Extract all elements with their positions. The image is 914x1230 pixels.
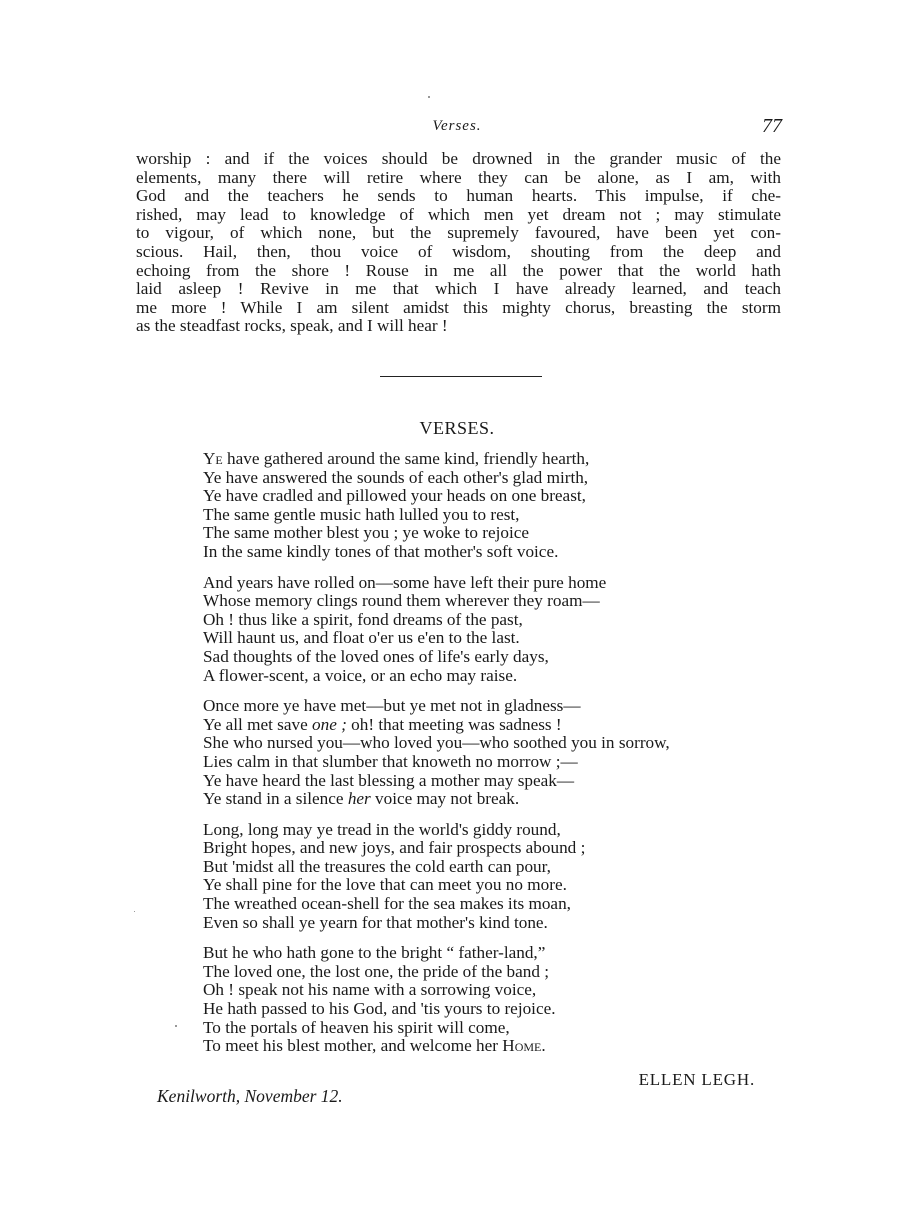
verse-line: Will haunt us, and float o'er us e'en to the last. [203,628,520,648]
running-title: Verses. [432,118,482,134]
verse-line: Sad thoughts of the loved ones of life's early days, [203,646,549,666]
prose-line: worship : and if the voices should be drowned in the grander music of the [136,149,781,168]
prose-line: as the steadfast rocks, speak, and I will hear ! [136,316,448,336]
verse-line: Ye all met save one ; oh! that meeting was sadness ! [203,714,562,734]
verse-line: Once more ye have met—but ye met not in gladness— [203,696,581,716]
verse-line: Even so shall ye yearn for that mother's kind tone. [203,912,548,932]
verse-line: Ye shall pine for the love that can meet you no more. [203,875,567,895]
author-signature: ELLEN LEGH. [638,1070,755,1089]
verse-line: He hath passed to his God, and 'tis yours to rejoice. [203,999,556,1019]
section-divider [380,376,542,377]
print-speck [175,1025,177,1027]
verse-line: Lies calm in that slumber that knoweth no morrow ;— [203,751,578,771]
verse-line: The same mother blest you ; ye woke to rejoice [203,523,529,543]
verse-line: Ye have gathered around the same kind, friendly hearth, [203,449,590,468]
emphasis: one ; [312,714,347,734]
verse-line: Oh ! speak not his name with a sorrowing voice, [203,980,537,1000]
prose-line: scious. Hail, then, thou voice of wisdom, shouting from the deep and [136,241,781,261]
verse-line: Oh ! thus like a spirit, fond dreams of the past, [203,609,523,629]
prose-paragraph [136,150,781,336]
page-number: 77 [762,115,782,137]
stanza [203,574,793,686]
stanza [203,450,793,562]
verse-line: The wreathed ocean-shell for the sea makes its moan, [203,894,571,914]
verse-line: Whose memory clings round them wherever they roam— [203,591,600,611]
poem-body [203,450,793,1068]
poem-title: VERSES. [419,418,495,438]
verse-line: Ye stand in a silence her voice may not break. [203,789,520,809]
verse-line: But he who hath gone to the bright “ father-land,” [203,943,546,963]
prose-line: God and the teachers he sends to human hearts. This impulse, if che- [136,186,781,206]
prose-line: elements, many there will retire where they can be alone, as I am, with [136,167,781,187]
verse-line: The loved one, the lost one, the pride of the band ; [203,961,550,981]
drop-cap-word: Ye [203,449,223,468]
print-speck [134,911,135,912]
prose-line: laid asleep ! Revive in me that which I have already learned, and teach [136,279,781,299]
verse-line: She who nursed you—who loved you—who soothed you in sorrow, [203,733,670,753]
verse-line: To the portals of heaven his spirit will come, [203,1017,510,1037]
prose-line: to vigour, of which none, but the supremely favoured, have been yet con- [136,223,781,243]
dateline: Kenilworth, November 12. [157,1086,343,1106]
verse-line: Ye have cradled and pillowed your heads on one breast, [203,486,586,506]
verse-line: To meet his blest mother, and welcome her Home. [203,1036,546,1056]
small-caps-word: Home. [502,1036,546,1056]
verse-line: In the same kindly tones of that mother's soft voice. [203,541,559,561]
verse-line: But 'midst all the treasures the cold earth can pour, [203,856,551,876]
verse-line: A flower-scent, a voice, or an echo may raise. [203,665,518,685]
verse-line: Bright hopes, and new joys, and fair prospects abound ; [203,838,586,858]
emphasis: her [347,789,371,809]
prose-line: me more ! While I am silent amidst this mighty chorus, breasting the storm [136,297,781,317]
stanza [203,697,793,809]
stanza [203,944,793,1056]
prose-line: rished, may lead to knowledge of which men yet dream not ; may stimulate [136,204,781,224]
verse-line: The same gentle music hath lulled you to rest, [203,504,520,524]
verse-line: And years have rolled on—some have left their pure home [203,572,607,592]
verse-line: Ye have answered the sounds of each other's glad mirth, [203,467,589,487]
verse-line: Ye have heard the last blessing a mother may speak— [203,770,575,790]
verse-line: Long, long may ye tread in the world's giddy round, [203,819,561,839]
prose-line: echoing from the shore ! Rouse in me all the power that the world hath [136,260,781,280]
stanza [203,821,793,933]
print-speck [428,96,430,98]
